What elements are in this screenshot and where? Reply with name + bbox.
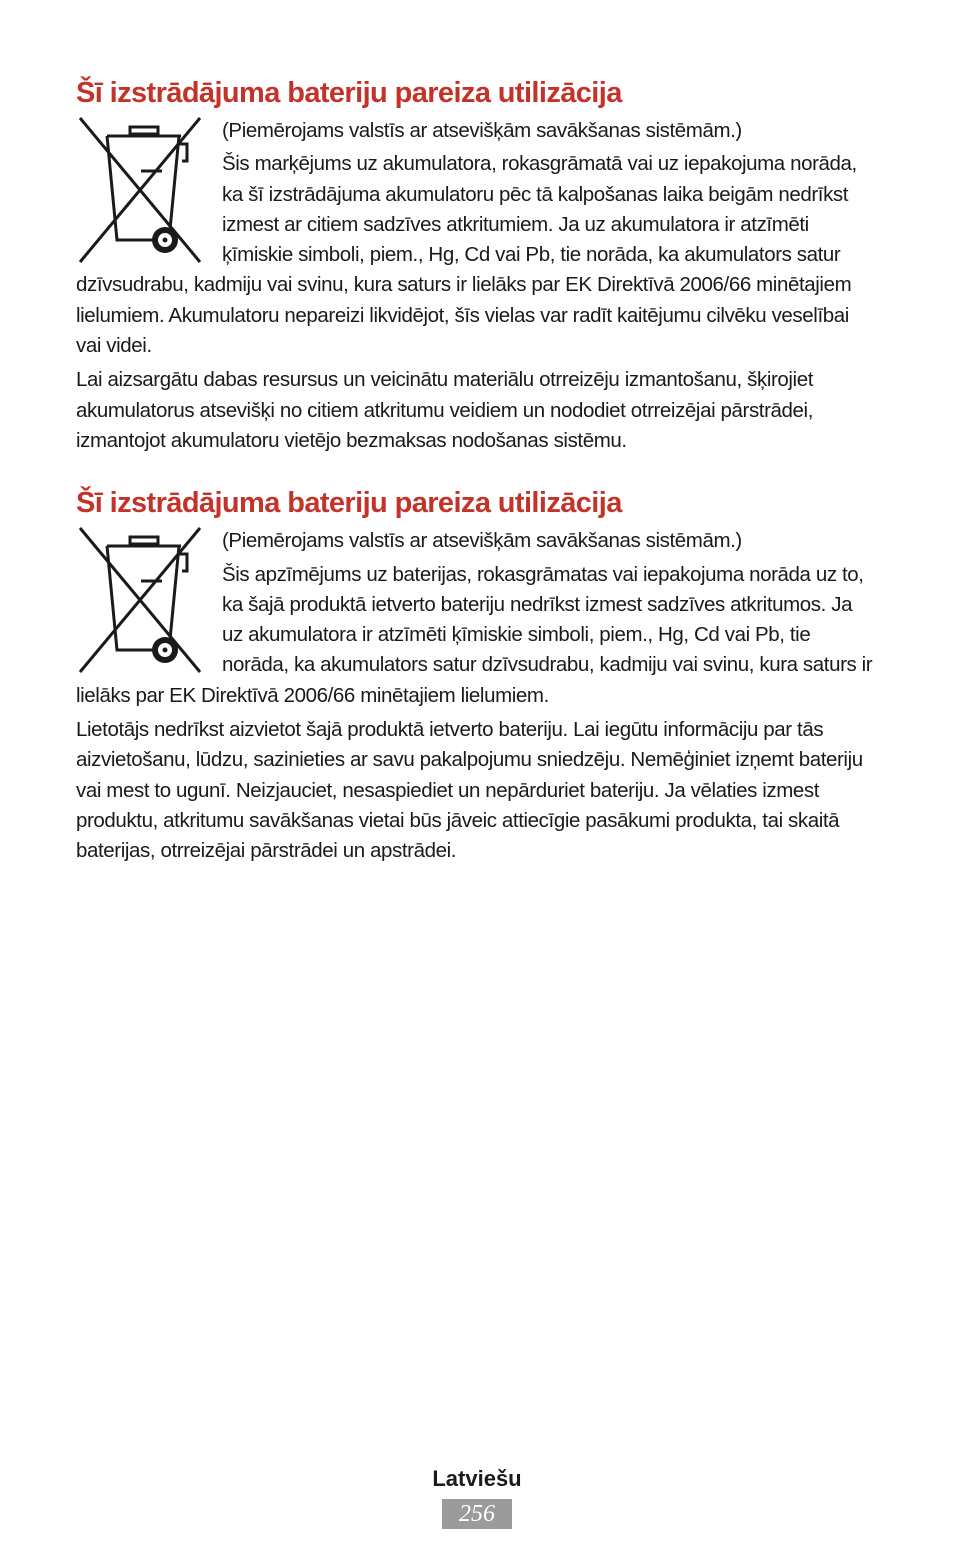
replacement-instruction: Lietotājs nedrīkst aizvietot šajā produktā ietverto bateriju. Lai iegūtu informāciju par tās aizvietošanu, lūdzu, sazinieties ar savu pakalpojumu sniedzēju. Nemēģiniet izņemt bateriju vai mest to ugunī. Neizjauciet, nesaspiediet un nepārduriet bateriju. Ja vēlaties izmest produktu, atkritumu savākšanas vietai būs jāveic attiecīgie pasākumi produkta, tai skaitā baterijas, otrreizējai pārstrādei un apstrādei. xyxy=(76,718,863,863)
section-title: Šī izstrādājuma bateriju pareiza utilizācija xyxy=(76,487,622,520)
marking-explanation: Šis apzīmējums uz baterijas, rokasgrāmatas vai iepakojuma norāda uz to, ka šajā produktā ietverto bateriju nedrīkst izmest sadzīves atkritumos. Ja uz akumulatora ir atzīmēti ķīmiskie simboli, piem., Hg, Cd vai Pb, tie norāda, ka akumulators satur dzīvsudrabu, kadmiju vai svinu, kura saturs ir lielāks par EK Direktīvā 2006/66 minētajiem lielumiem. xyxy=(76,562,873,707)
battery-disposal-section-1 xyxy=(76,76,876,456)
page-footer xyxy=(0,1465,954,1529)
battery-disposal-section-2 xyxy=(76,486,876,866)
language-label: Latviešu xyxy=(432,1466,522,1491)
crossed-out-wheelie-bin-icon xyxy=(76,116,204,268)
document-page xyxy=(76,76,876,897)
applicability-note: (Piemērojams valstīs ar atsevišķām savākšanas sistēmām.) xyxy=(222,529,742,553)
crossed-out-wheelie-bin-icon xyxy=(76,526,204,678)
applicability-note: (Piemērojams valstīs ar atsevišķām savākšanas sistēmām.) xyxy=(222,119,742,142)
recycling-instruction: Lai aizsargātu dabas resursus un veicinātu materiālu otrreizēju izmantošanu, šķirojiet akumulatorus atsevišķi no citiem atkritumu veidiem un nododiet otrreizējai pārstrādei, izmantojot akumulatoru vietējo bezmaksas nodošanas sistēmu. xyxy=(76,368,814,452)
section-title: Šī izstrādājuma bateriju pareiza utilizācija xyxy=(76,77,622,109)
page-number-badge: 256 xyxy=(442,1499,512,1529)
marking-explanation: Šis marķējums uz akumulatora, rokasgrāmatā vai uz iepakojuma norāda, ka šī izstrādājuma akumulatoru pēc tā kalpošanas laika beigām nedrīkst izmest ar citiem sadzīves atkritumiem. Ja uz akumulatora ir atzīmēti ķīmiskie simboli, piem., Hg, Cd vai Pb, tie norāda, ka akumulators satur dzīvsudrabu, kadmiju vai svinu, kura saturs ir lielāks par EK Direktīvā 2006/66 minētajiem lielumiem. Akumulatoru nepareizi likvidējot, šīs vielas var radīt kaitējumu cilvēku veselībai vai videi. xyxy=(76,152,857,358)
